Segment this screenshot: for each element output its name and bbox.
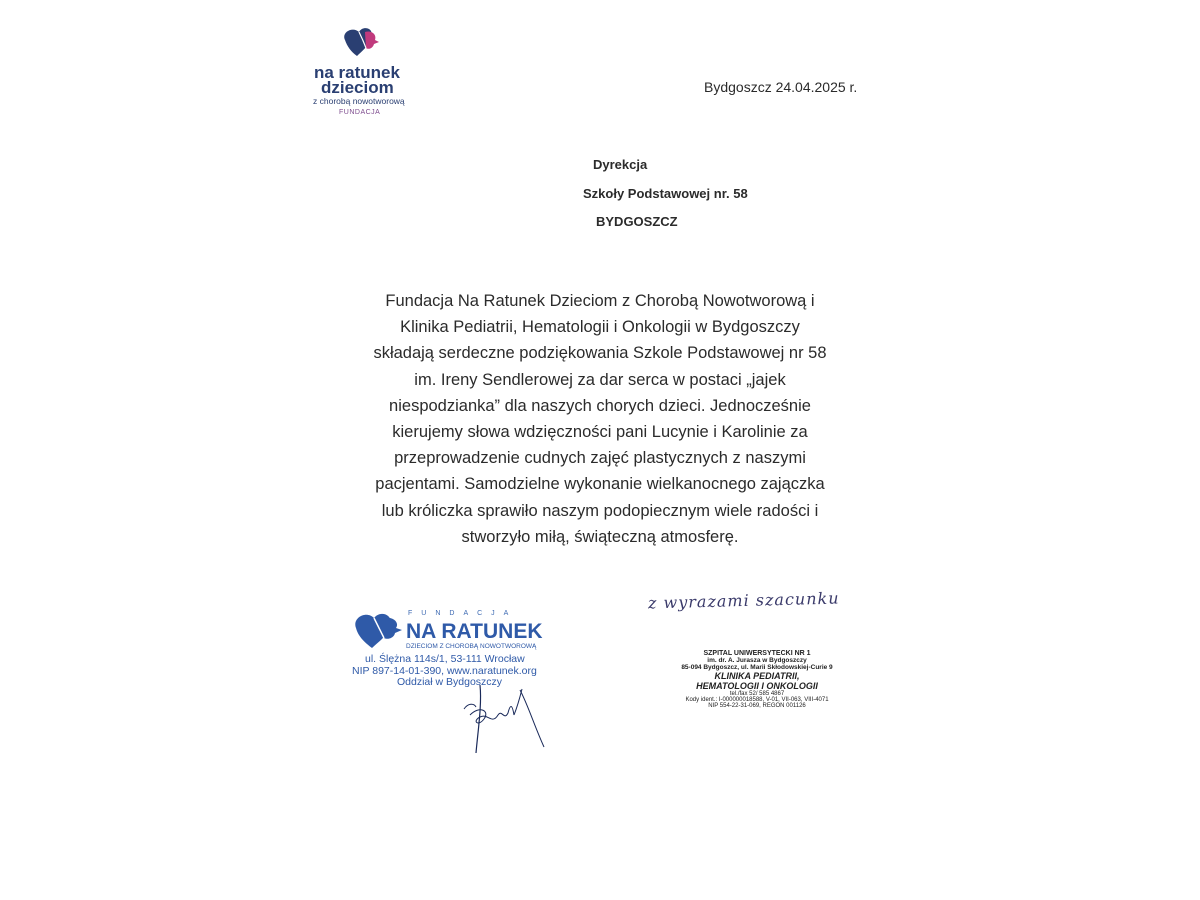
body-line: składają serdeczne podziękowania Szkole Podstawowej nr 58: [373, 344, 827, 363]
stamp-nip: NIP 897-14-01-390, www.naratunek.org: [352, 665, 537, 677]
body-line: lub króliczka sprawiło naszym podopiecznym wiele radości i: [381, 501, 819, 520]
logo-line-4: FUNDACJA: [339, 109, 381, 116]
letter-date: Bydgoszcz 24.04.2025 r.: [704, 79, 858, 95]
body-line: niespodzianka” dla naszych chorych dzieci. Jednocześnie: [389, 396, 811, 415]
heart-profile-logo-icon: [339, 26, 383, 62]
logo-line-3: z chorobą nowotworową: [313, 96, 405, 106]
stamp-name: NA RATUNEK: [406, 620, 543, 643]
hospital-stamp: [672, 650, 842, 709]
body-line: stworzyło miłą, świąteczną atmosferę.: [461, 527, 739, 546]
hospital-stamp-line-6: tel./fax 52/ 585 4867: [729, 691, 785, 697]
letter-body: [342, 288, 858, 550]
body-line: Klinika Pediatrii, Hematologii i Onkologii w Bydgoszczy: [400, 318, 800, 337]
hospital-stamp-line-8: NIP 554-22-31-069, REGON 001126: [708, 703, 806, 709]
hospital-stamp-line-4: KLINIKA PEDIATRII,: [714, 671, 800, 681]
addressee-line-1: Dyrekcja: [593, 157, 648, 172]
heart-profile-stamp-icon: [352, 610, 404, 652]
hospital-stamp-line-5: HEMATOLOGII I ONKOLOGII: [696, 681, 818, 691]
hospital-stamp-line-7: Kody ident.: I-000000018588, V-01, VII-063, VIII-4071: [685, 697, 829, 703]
foundation-stamp: [350, 610, 550, 750]
handwritten-signoff: z wyrazami szacunku: [647, 588, 840, 613]
logo-line-2: dzieciom: [321, 78, 394, 97]
stamp-address: ul. Ślężna 114s/1, 53-111 Wrocław: [365, 653, 525, 665]
body-line: pacjentami. Samodzielne wykonanie wielkanocnego zajączka: [375, 475, 825, 494]
logo-line-1: na ratunek: [314, 63, 400, 82]
body-line: przeprowadzenie cudnych zajęć plastycznych z naszymi: [394, 449, 806, 468]
stamp-fundacja: FUNDACJA: [408, 610, 518, 617]
foundation-logo: [309, 26, 419, 118]
stamp-branch: Oddział w Bydgoszczy: [397, 676, 503, 688]
body-line: im. Ireny Sendlerowej za dar serca w postaci „jajek: [414, 370, 786, 389]
addressee-line-2: Szkoły Podstawowej nr. 58: [583, 186, 748, 201]
addressee-line-3: BYDGOSZCZ: [596, 214, 678, 229]
body-line: Fundacja Na Ratunek Dzieciom z Chorobą Nowotworową i: [385, 292, 815, 310]
body-line: kierujemy słowa wdzięczności pani Lucynie i Karolinie za: [392, 423, 808, 442]
hospital-stamp-line-1: SZPITAL UNIWERSYTECKI NR 1: [703, 650, 811, 657]
hospital-stamp-line-3: 85-094 Bydgoszcz, ul. Marii Skłodowskiej-Curie 9: [681, 664, 833, 671]
hospital-stamp-line-2: im. dr. A. Jurasza w Bydgoszczy: [707, 657, 807, 664]
handwritten-signature-icon: [450, 675, 550, 755]
stamp-subtitle: DZIECIOM Z CHOROBĄ NOWOTWOROWĄ: [406, 643, 537, 650]
